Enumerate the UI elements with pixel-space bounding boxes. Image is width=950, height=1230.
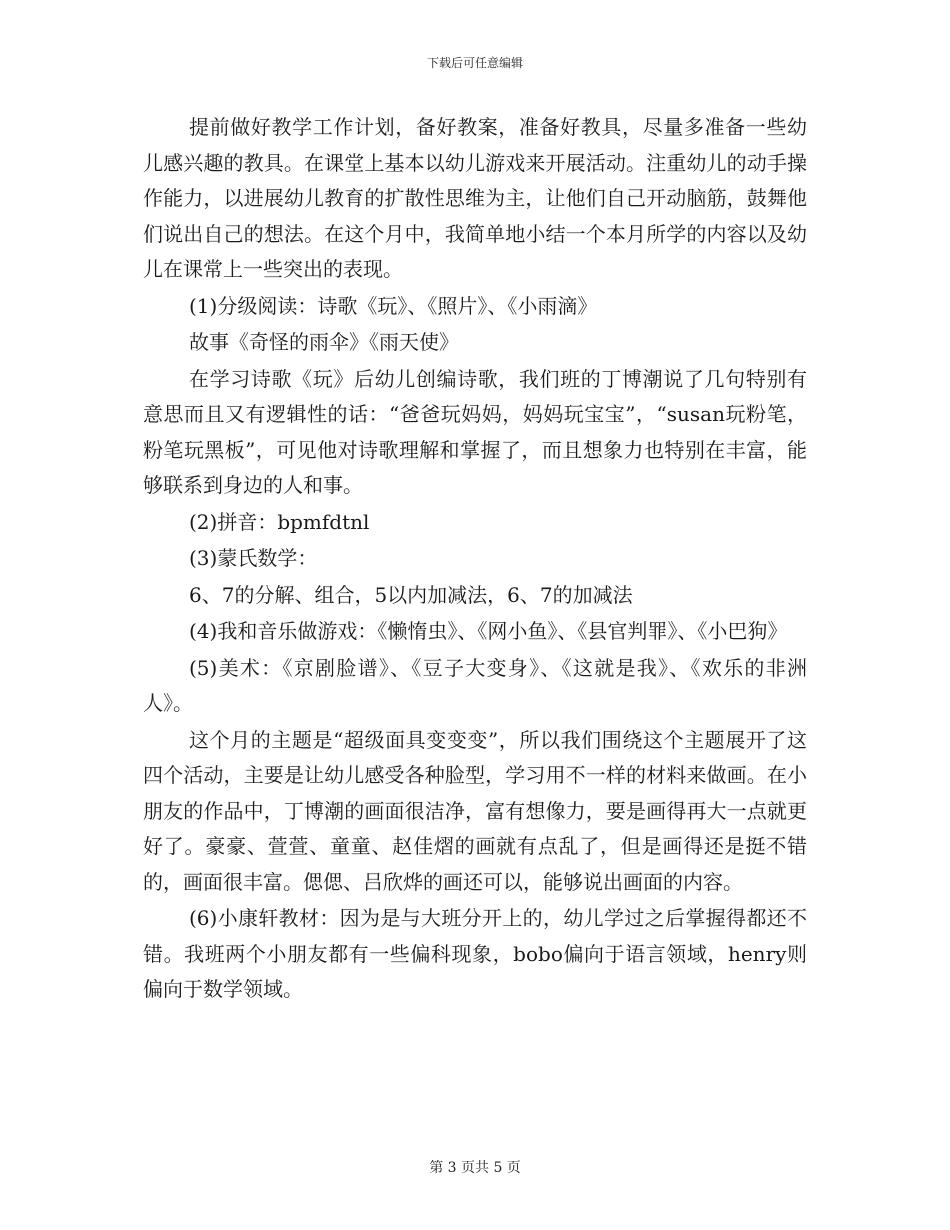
document-body: [143, 110, 807, 1008]
paragraph-theme: 这个月的主题是“超级面具变变变”，所以我们围绕这个主题展开了这四个活动，主要是让幼儿感受各种脸型，学习用不一样的材料来做画。在小朋友的作品中，丁博潮的画面很洁净，富有想像力，要是画得再大一点就更好了。豪豪、萱萱、童童、赵佳熠的画就有点乱了，但是画得还是挺不错的，画面很丰富。偲偲、吕欣烨的画还可以，能够说出画面的内容。: [143, 727, 807, 894]
paragraph-math-title: (3)蒙氏数学：: [189, 546, 318, 570]
paragraph-reading: (1)分级阅读：诗歌《玩》、《照片》、《小雨滴》: [189, 293, 598, 318]
paragraph-music: (4)我和音乐做游戏：《懒惰虫》、《网小鱼》、《县官判罪》、《小巴狗》: [189, 619, 788, 643]
paragraph-math-content: 6、7的分解、组合，5以内加减法，6、7的加减法: [189, 582, 633, 607]
page-footer: 第 3 页共 5 页: [429, 1160, 521, 1176]
page-header: 下载后可任意编辑: [426, 56, 523, 70]
paragraph-poem-creation: 在学习诗歌《玩》后幼儿创编诗歌，我们班的丁博潮说了几句特别有意思而且又有逻辑性的话：“爸爸玩妈妈，妈妈玩宝宝”，“susan玩粉笔，粉笔玩黑板”，可见他对诗歌理解和掌握了，而且想象力也特别在丰富，能够联系到身边的人和事。: [143, 366, 807, 497]
paragraph-art: (5)美术：《京剧脸谱》、《豆子大变身》、《这就是我》、《欢乐的非洲人》。: [143, 655, 807, 715]
paragraph-pinyin: (2)拼音：bpmfdtnl: [189, 509, 370, 534]
paragraph-stories: 故事《奇怪的雨伞》《雨天使》: [189, 330, 459, 354]
paragraph-intro: 提前做好教学工作计划，备好教案，准备好教具，尽量多准备一些幼儿感兴趣的教具。在课堂上基本以幼儿游戏来开展活动。注重幼儿的动手操作能力，以进展幼儿教育的扩散性思维为主，让他们自己开动脑筋，鼓舞他们说出自己的想法。在这个月中，我简单地小结一个本月所学的内容以及幼儿在课常上一些突出的表现。: [143, 115, 807, 281]
paragraph-textbook: (6)小康轩教材：因为是与大班分开上的，幼儿学过之后掌握得都还不错。我班两个小朋友都有一些偏科现象，bobo偏向于语言领域，henry则偏向于数学领域。: [143, 906, 807, 1001]
